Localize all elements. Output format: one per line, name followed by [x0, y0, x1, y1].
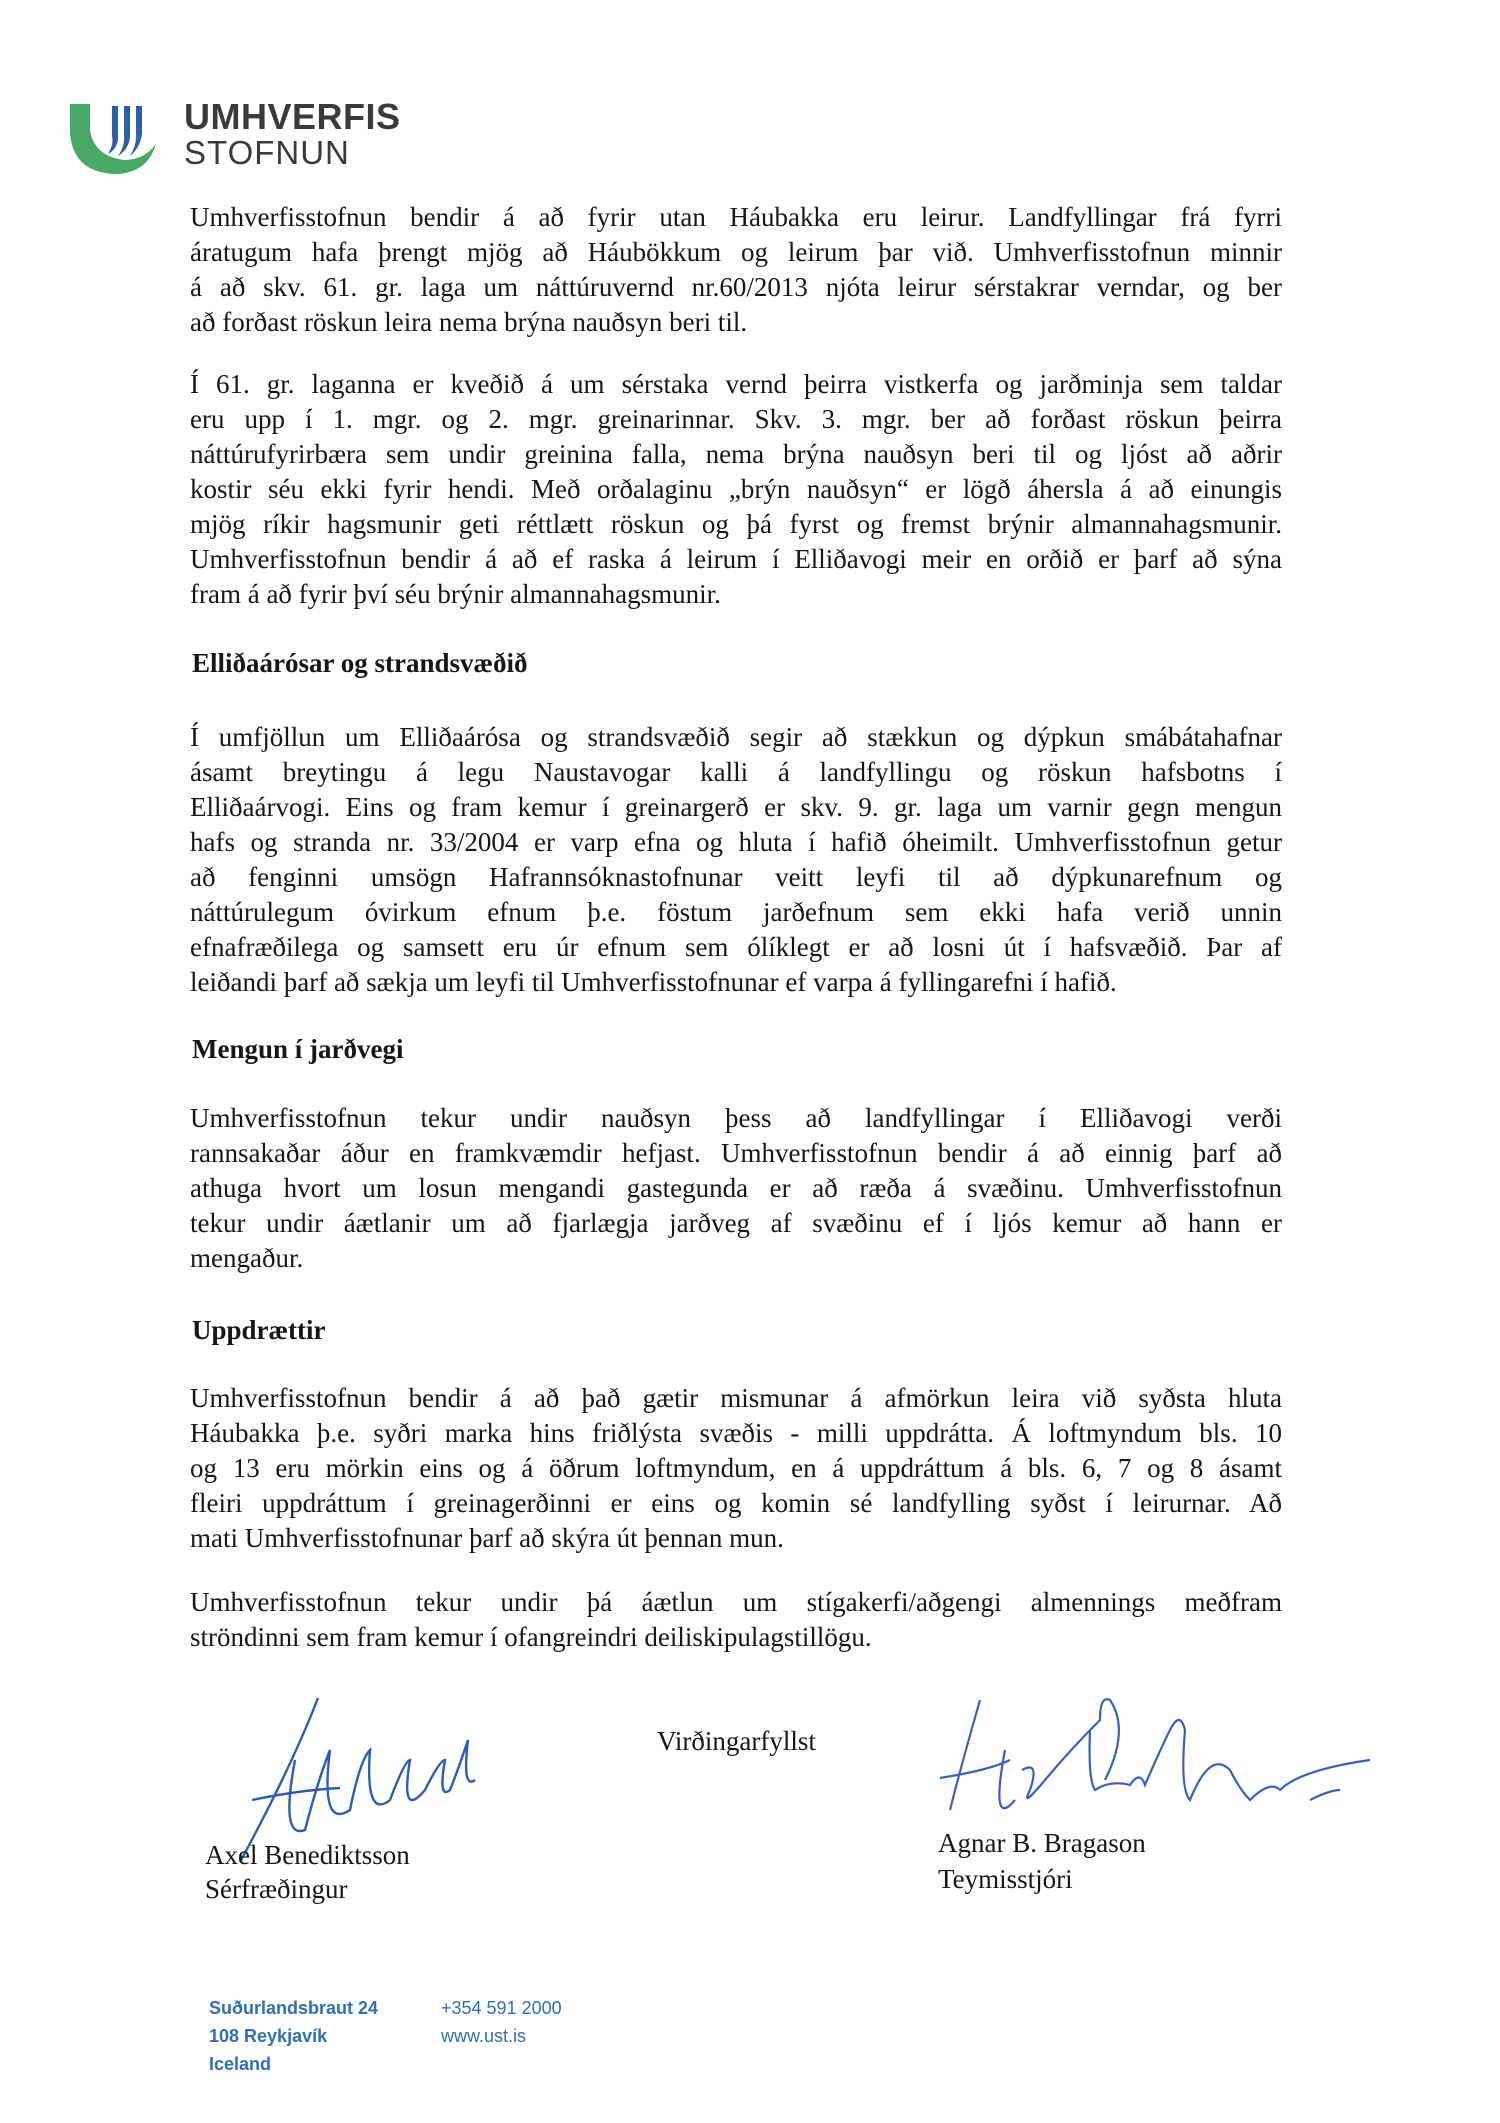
text-line: Umhverfisstofnun bendir á að það gætir mismunar á afmörkun leira við syðsta hluta	[190, 1383, 1282, 1413]
text-line: að forðast röskun leira nema brýna nauðsyn beri til.	[190, 307, 748, 337]
text-line: leiðandi þarf að sækja um leyfi til Umhverfisstofnunar ef varpa á fyllingarefni í hafið.	[190, 967, 1117, 997]
text-line: að fenginni umsögn Hafrannsóknastofnunar veitt leyfi til að dýpkunarefnum og	[190, 862, 1282, 892]
text-line: Umhverfisstofnun bendir á að fyrir utan Háubakka eru leirur. Landfyllingar frá fyrri	[190, 202, 1282, 232]
text-line: Umhverfisstofnun tekur undir þá áætlun um stígakerfi/aðgengi almennings meðfram	[190, 1587, 1282, 1617]
text-line: Í umfjöllun um Elliðaárósa og strandsvæðið segir að stækkun og dýpkun smábátahafnar	[190, 722, 1282, 752]
paragraph-1	[190, 200, 1282, 340]
text-line: Umhverfisstofnun tekur undir nauðsyn þess að landfyllingar í Elliðavogi verði	[190, 1103, 1282, 1133]
text-line: rannsakaðar áður en framkvæmdir hefjast. Umhverfisstofnun bendir á að einnig þarf að	[190, 1138, 1282, 1168]
text-line: ásamt breytingu á legu Naustavogar kalli á landfyllingu og röskun hafsbotns í	[190, 757, 1282, 787]
text-line: Umhverfisstofnun bendir á að ef raska á leirum í Elliðavogi meir en orðið er þarf að sýna	[190, 544, 1282, 574]
footer-contact	[441, 1994, 562, 2050]
paragraph-3	[190, 720, 1282, 1000]
signatory-name: Axel Benediktsson	[205, 1840, 410, 1870]
footer-street: Suðurlandsbraut 24	[209, 1998, 379, 2018]
text-line: Í 61. gr. laganna er kveðið á um sérstaka vernd þeirra vistkerfa og jarðminja sem taldar	[190, 369, 1282, 399]
agency-logo	[68, 96, 408, 180]
text-line: athuga hvort um losun mengandi gastegunda er að ræða á svæðinu. Umhverfisstofnun	[190, 1173, 1282, 1203]
text-line: fram á að fyrir því séu brýnir almannahagsmunir.	[190, 579, 721, 609]
signatory-title: Sérfræðingur	[205, 1874, 348, 1904]
text-line: kostir séu ekki fyrir hendi. Með orðalaginu „brýn nauðsyn“ er lögð áhersla á að einungis	[190, 474, 1282, 504]
paragraph-4	[190, 1101, 1282, 1276]
text-line: efnafræðilega og samsett eru úr efnum sem ólíklegt er að losni út í hafsvæðið. Þar af	[190, 932, 1282, 962]
text-line: ströndinni sem fram kemur í ofangreindri deiliskipulagstillögu.	[190, 1622, 872, 1652]
footer-city: 108 Reykjavík	[209, 2026, 328, 2046]
footer-address	[209, 1994, 378, 2078]
text-line: mati Umhverfisstofnunar þarf að skýra út þennan mun.	[190, 1523, 784, 1553]
text-line: hafs og stranda nr. 33/2004 er varp efna og hluta í hafið óheimilt. Umhverfisstofnun getur	[190, 827, 1282, 857]
paragraph-2	[190, 367, 1282, 612]
text-line: Háubakka þ.e. syðri marka hins friðlýsta svæðis - milli uppdrátta. Á loftmyndum bls. 10	[190, 1418, 1282, 1448]
footer-phone: +354 591 2000	[441, 1998, 562, 2018]
text-line: eru upp í 1. mgr. og 2. mgr. greinarinnar. Skv. 3. mgr. ber að forðast röskun þeirra	[190, 404, 1282, 434]
signatory-title: Teymisstjóri	[938, 1864, 1073, 1894]
logo-text-top: UMHVERFIS	[184, 96, 401, 137]
text-line: náttúrufyrirbæra sem undir greinina falla, nema brýna nauðsyn beri til og ljóst að aðrir	[190, 439, 1282, 469]
text-line: mjög ríkir hagsmunir geti réttlætt röskun og þá fyrst og fremst brýnir almannahagsmunir.	[190, 509, 1282, 539]
paragraph-5	[190, 1381, 1282, 1556]
paragraph-6	[190, 1585, 1282, 1655]
logo-mark-icon	[68, 100, 178, 180]
signatory-name: Agnar B. Bragason	[938, 1828, 1146, 1858]
text-line: og 13 eru mörkin eins og á öðrum loftmyndum, en á uppdráttum á bls. 6, 7 og 8 ásamt	[190, 1453, 1282, 1483]
logo-text-bottom: STOFNUN	[184, 134, 350, 171]
text-line: tekur undir áætlanir um að fjarlægja jarðveg af svæðinu ef í ljós kemur að hann er	[190, 1208, 1282, 1238]
text-line: áratugum hafa þrengt mjög að Háubökkum og leirum þar við. Umhverfisstofnun minnir	[190, 237, 1282, 267]
text-line: mengaður.	[190, 1243, 304, 1273]
text-line: Elliðaárvogi. Eins og fram kemur í greinargerð er skv. 9. gr. laga um varnir gegn mengun	[190, 792, 1282, 822]
section-heading: Uppdrættir	[192, 1315, 326, 1345]
text-line: náttúrulegum óvirkum efnum þ.e. föstum jarðefnum sem ekki hafa verið unnin	[190, 897, 1282, 927]
footer-country: Iceland	[209, 2054, 272, 2074]
section-heading: Mengun í jarðvegi	[192, 1034, 404, 1064]
text-line: á að skv. 61. gr. laga um náttúruvernd nr.60/2013 njóta leirur sérstakrar verndar, og ber	[190, 272, 1282, 302]
section-heading: Elliðaárósar og strandsvæðið	[192, 648, 528, 678]
footer-website[interactable]: www.ust.is	[441, 2026, 527, 2046]
text-line: fleiri uppdráttum í greinagerðinni er eins og komin sé landfylling syðst í leirurnar. Að	[190, 1488, 1282, 1518]
closing-salutation: Virðingarfyllst	[657, 1726, 816, 1756]
